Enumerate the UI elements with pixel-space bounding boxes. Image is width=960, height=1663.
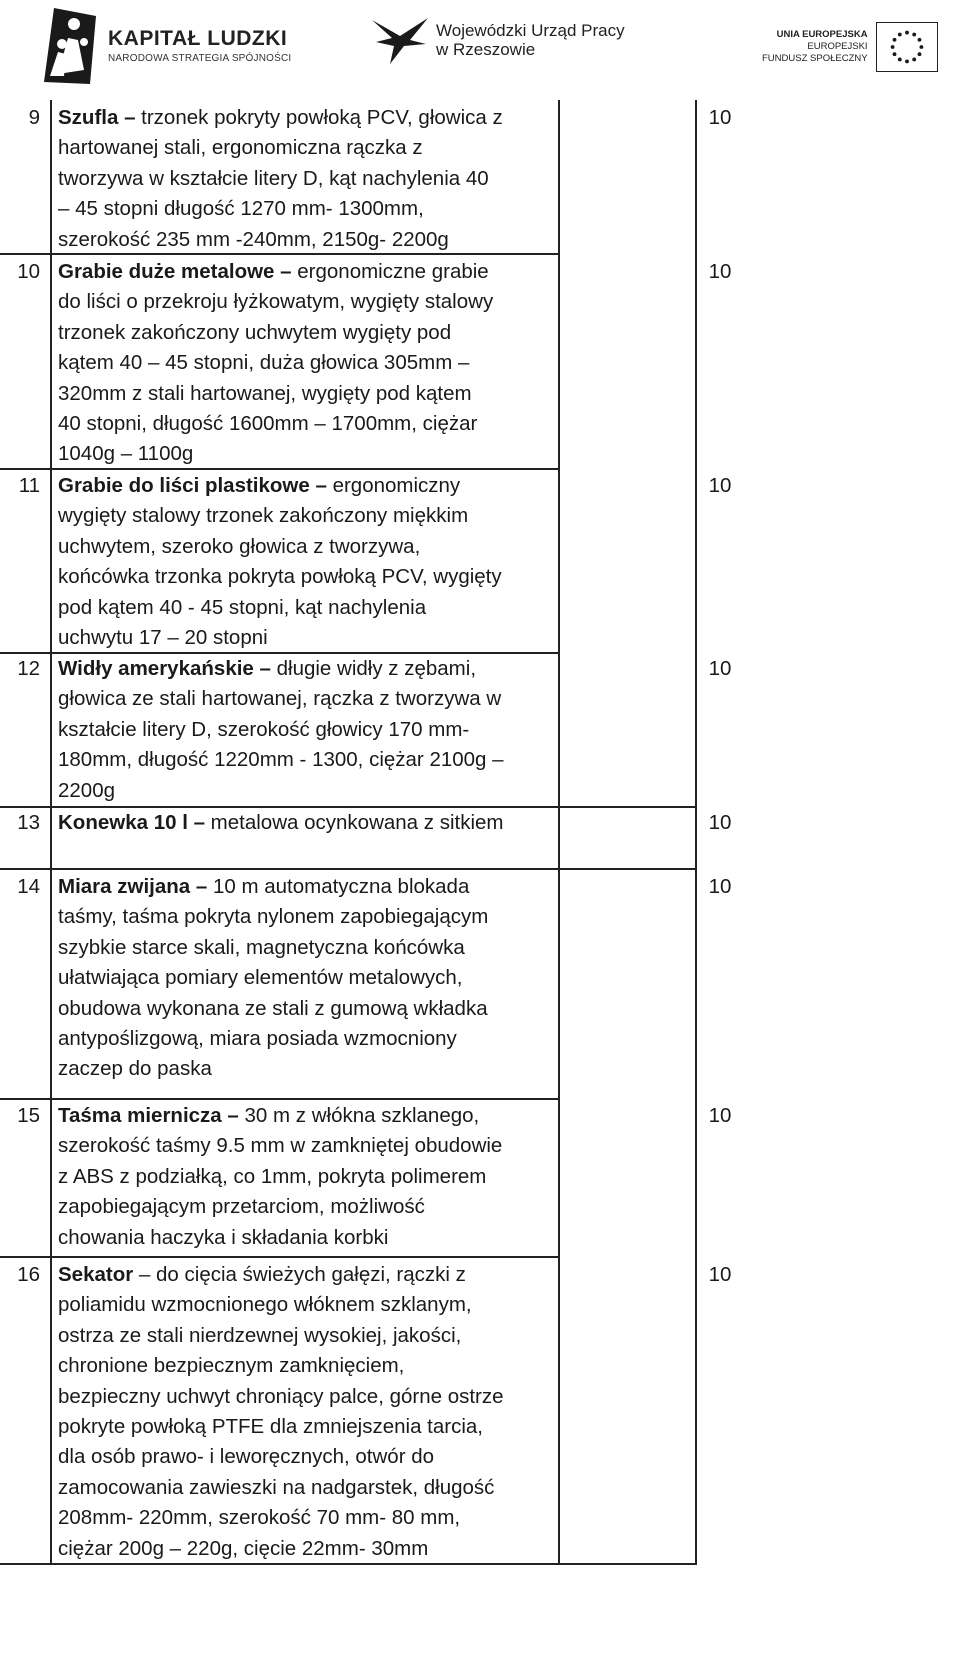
row-quantity: 10 — [708, 474, 732, 497]
wup-name-line1: Wojewódzki Urząd Pracy — [436, 21, 625, 40]
desc-line: szerokość 235 mm -240mm, 2150g- 2200g — [58, 227, 449, 251]
row-quantity: 10 — [708, 1263, 732, 1286]
desc-line: zaczep do paska — [58, 1057, 212, 1081]
desc-line: – do cięcia świeżych gałęzi, rączki z — [133, 1263, 466, 1286]
desc-line: chronione bezpiecznym zamknięciem, — [58, 1354, 405, 1378]
eu-line3: FUNDUSZ SPOŁECZNY — [762, 53, 868, 64]
row-description — [58, 1260, 588, 1564]
row-quantity: 10 — [708, 1104, 732, 1127]
desc-line: hartowanej stali, ergonomiczna rączka z — [58, 136, 423, 160]
row-separator — [0, 1098, 560, 1100]
desc-line: do liści o przekroju łyżkowatym, wygięty stalowy — [58, 290, 494, 314]
table-border-right — [695, 100, 697, 1565]
desc-line: szybkie starce skali, magnetyczna końcówka — [58, 935, 465, 959]
desc-line: wygięty stalowy trzonek zakończony miękkim — [58, 504, 469, 528]
item-name: Sekator — [58, 1263, 134, 1286]
row-quantity: 10 — [708, 875, 732, 898]
item-name: Konewka 10 l – — [58, 811, 205, 834]
desc-line: pokryte powłoką PTFE dla zmniejszenia tarcia, — [58, 1415, 483, 1439]
desc-line: 1040g – 1100g — [58, 442, 194, 466]
desc-line: poliamidu wzmocnionego włóknem szklanym, — [58, 1293, 472, 1317]
desc-line: szerokość taśmy 9.5 mm w zamkniętej obudowie — [58, 1134, 503, 1158]
row-description — [58, 471, 588, 653]
row-description — [58, 103, 588, 255]
desc-line: 180mm, długość 1220mm - 1300, ciężar 2100g – — [58, 748, 504, 772]
item-name: Grabie do liści plastikowe – — [58, 474, 327, 497]
eu-line2: EUROPEJSKI — [807, 41, 868, 52]
wup-rzeszow-logo — [370, 14, 625, 66]
desc-line: ostrza ze stali nierdzewnej wysokiej, jakości, — [58, 1323, 462, 1347]
desc-line: 40 stopni, długość 1600mm – 1700mm, ciężar — [58, 412, 478, 436]
item-name: Grabie duże metalowe – — [58, 260, 292, 283]
eu-line1: UNIA EUROPEJSKA — [776, 29, 868, 40]
kapital-ludzki-emblem-icon — [40, 4, 98, 86]
kapital-ludzki-title: KAPITAŁ LUDZKI — [108, 26, 288, 50]
desc-line: długie widły z zębami, — [270, 657, 477, 680]
row-number: 12 — [17, 657, 40, 680]
desc-line: ułatwiająca pomiary elementów metalowych, — [58, 966, 463, 990]
kapital-ludzki-subtitle: NARODOWA STRATEGIA SPÓJNOŚCI — [108, 52, 292, 64]
desc-line: 30 m z włókna szklanego, — [238, 1104, 480, 1127]
row-separator — [0, 1256, 560, 1258]
desc-line: trzonek pokryty powłoką PCV, głowica z — [135, 106, 503, 129]
desc-line: z ABS z podziałką, co 1mm, pokryta polimerem — [58, 1164, 487, 1188]
desc-line: uchwytem, szeroko głowica z tworzywa, — [58, 534, 421, 558]
desc-line: ergonomiczny — [326, 474, 461, 497]
desc-line: 320mm z stali hartowanej, wygięty pod kątem — [58, 381, 472, 405]
row-separator — [0, 868, 697, 870]
kapital-ludzki-logo — [40, 4, 291, 86]
desc-line: 10 m automatyczna blokada — [207, 875, 470, 898]
desc-line: tworzywa w kształcie litery D, kąt nachylenia 40 — [58, 166, 489, 190]
row-description — [58, 654, 588, 806]
row-number: 13 — [17, 811, 40, 834]
desc-line: 2200g — [58, 778, 116, 802]
desc-line: dla osób prawo- i leworęcznych, otwór do — [58, 1445, 435, 1469]
desc-line: – 45 stopni długość 1270 mm- 1300mm, — [58, 197, 424, 221]
desc-line: ciężar 200g – 220g, cięcie 22mm- 30mm — [58, 1536, 429, 1560]
row-number: 9 — [28, 106, 40, 129]
desc-line: końcówka trzonka pokryta powłoką PCV, wygięty — [58, 565, 502, 589]
wup-name-line2: w Rzeszowie — [436, 40, 536, 59]
row-quantity: 10 — [708, 811, 732, 834]
row-description — [58, 808, 618, 838]
desc-line: uchwytu 17 – 20 stopni — [58, 626, 268, 650]
desc-line: metalowa ocynkowana z sitkiem — [204, 811, 504, 834]
row-quantity: 10 — [708, 260, 732, 283]
row-quantity: 10 — [708, 657, 732, 680]
desc-line: taśmy, taśma pokryta nylonem zapobiegającym — [58, 905, 489, 929]
row-number: 11 — [18, 474, 40, 497]
row-description — [58, 872, 588, 1085]
desc-line: głowica ze stali hartowanej, rączka z tworzywa w — [58, 687, 502, 711]
row-quantity: 10 — [708, 106, 732, 129]
desc-line: trzonek zakończony uchwytem wygięty pod — [58, 320, 452, 344]
desc-line: bezpieczny uchwyt chroniący palce, górne ostrze — [58, 1384, 504, 1408]
desc-line: zamocowania zawieszki na nadgarstek, długość — [58, 1475, 495, 1499]
desc-line: chowania haczyka i składania korbki — [58, 1225, 389, 1249]
row-number: 15 — [17, 1104, 40, 1127]
desc-line: kształcie litery D, szerokość głowicy 170 mm- — [58, 717, 470, 741]
desc-line: 208mm- 220mm, szerokość 70 mm- 80 mm, — [58, 1506, 461, 1530]
eu-logo — [762, 22, 938, 72]
desc-line: obudowa wykonana ze stali z gumową wkładka — [58, 996, 488, 1020]
desc-line: kątem 40 – 45 stopni, duża głowica 305mm – — [58, 351, 470, 375]
item-name: Taśma miernicza – — [58, 1104, 239, 1127]
item-name: Widły amerykańskie – — [58, 657, 271, 680]
wup-swift-bird-icon — [370, 14, 432, 66]
row-description — [58, 257, 588, 470]
desc-line: antypoślizgową, miara posiada wzmocniony — [58, 1027, 457, 1051]
item-name: Szufla – — [58, 106, 136, 129]
desc-line: pod kątem 40 - 45 stopni, kąt nachylenia — [58, 595, 427, 619]
table-border-left — [50, 100, 52, 1565]
row-number: 14 — [17, 875, 40, 898]
row-description — [58, 1101, 588, 1253]
row-number: 16 — [17, 1263, 40, 1286]
page-header — [0, 0, 960, 96]
desc-line: zapobiegającym przetarciom, możliwość — [58, 1195, 425, 1219]
eu-stars-flag-icon — [876, 22, 938, 72]
item-name: Miara zwijana – — [58, 875, 208, 898]
desc-line: ergonomiczne grabie — [291, 260, 489, 283]
row-number: 10 — [17, 260, 40, 283]
